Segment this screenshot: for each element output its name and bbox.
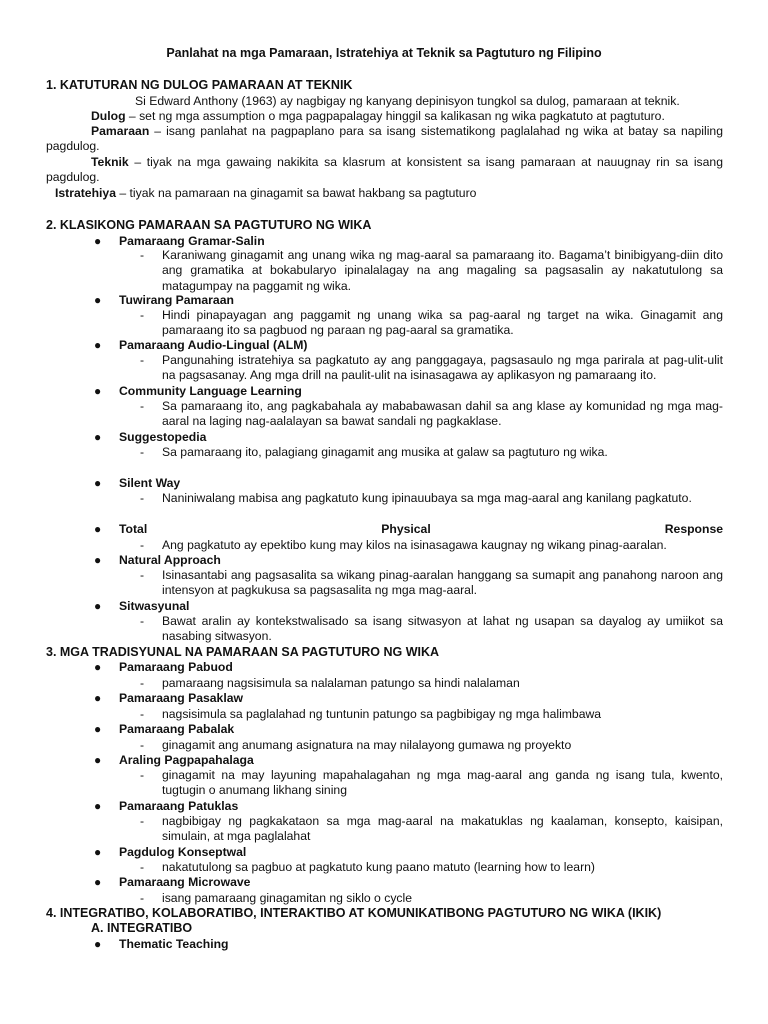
bullet-icon: ●	[94, 691, 102, 705]
item-label: Silent Way	[119, 476, 181, 490]
definition-term: Dulog	[91, 109, 126, 123]
definition-teknik	[46, 155, 723, 186]
dash-icon: -	[140, 814, 145, 828]
item-label: Tuwirang Pamaraan	[119, 293, 234, 307]
bullet-icon: ●	[94, 799, 102, 813]
item-label: Pagdulog Konseptwal	[119, 845, 247, 859]
bullet-icon: ●	[94, 522, 102, 536]
item-label: Suggestopedia	[119, 430, 207, 444]
definition-istratehiya	[55, 186, 476, 201]
description-text: nakatutulong sa pagbuo at pagkatuto kung paano matuto (learning how to learn)	[162, 860, 595, 874]
dash-icon: -	[140, 860, 145, 874]
description-text: nagbibigay ng pagkakataon sa mga mag-aaral na makatuklas ng kaalaman, konsepto, kaisipan, simulain, at mga paglalahat	[162, 814, 723, 844]
item-label	[119, 522, 723, 537]
bullet-icon: ●	[94, 599, 102, 613]
bullet-icon: ●	[94, 430, 102, 444]
dash-icon: -	[140, 399, 145, 413]
bullet-icon: ●	[94, 476, 102, 490]
description-text: Pangunahing istratehiya sa pagkatuto ay ang panggagaya, pagsasaulo ng mga parirala at pag-ulit-ulit na pagsasanay. Ang mga drill na paulit-ulit na isinasagawa ay aplikasyon ng pamaraang ito.	[162, 353, 723, 383]
item-label-part: Total	[119, 522, 148, 536]
dash-icon: -	[140, 707, 145, 721]
dash-icon: -	[140, 676, 145, 690]
dash-icon: -	[140, 353, 145, 367]
dash-icon: -	[140, 768, 145, 782]
description-text: Bawat aralin ay kontekstwalisado sa isang sitwasyon at lahat ng usapan sa dayalog ay umiikot sa nasabing sitwasyon.	[162, 614, 723, 644]
definition-dulog	[91, 109, 665, 124]
dash-icon: -	[140, 891, 145, 905]
section-4-heading: 4. INTEGRATIBO, KOLABORATIBO, INTERAKTIBO AT KOMUNIKATIBONG PAGTUTURO NG WIKA (IKIK)	[46, 906, 662, 920]
description-text: Sa pamaraang ito, palagiang ginagamit ang musika at galaw sa pagtuturo ng wika.	[162, 445, 608, 459]
description-text: Ang pagkatuto ay epektibo kung may kilos na isinasagawa kaugnay ng wikang pinag-aaralan.	[162, 538, 667, 552]
description-text: nagsisimula sa paglalahad ng tuntunin patungo sa pagbibigay ng mga halimbawa	[162, 707, 602, 721]
description-text: Naniniwalang mabisa ang pagkatuto kung ipinauubaya sa mga mag-aaral ang kanilang pagkatuto.	[162, 491, 692, 505]
section-3-heading: 3. MGA TRADISYUNAL NA PAMARAAN SA PAGTUTURO NG WIKA	[46, 645, 440, 659]
dash-icon: -	[140, 248, 145, 262]
item-label-part: Physical	[381, 522, 431, 536]
description-text: Hindi pinapayagan ang paggamit ng unang wika sa pag-aaral ng target na wika. Ginagamit ang pamaraang ito sa pagbuod ng paraan ng pag-aaral sa gramatika.	[162, 308, 723, 338]
definition-term: Istratehiya	[55, 186, 116, 200]
bullet-icon: ●	[94, 845, 102, 859]
description-text: isang pamaraang ginagamitan ng siklo o cycle	[162, 891, 412, 905]
section-1-heading: 1. KATUTURAN NG DULOG PAMARAAN AT TEKNIK	[46, 78, 353, 92]
item-label: Araling Pagpapahalaga	[119, 753, 254, 767]
item-label: Pamaraang Patuklas	[119, 799, 239, 813]
item-label: Pamaraang Pasaklaw	[119, 691, 243, 705]
bullet-icon: ●	[94, 753, 102, 767]
description-text: ginagamit na may layuning mapahalagahan ng mga mag-aaral ang ganda ng isang tula, kwento, tugtugin o anumang likhang sining	[162, 768, 723, 798]
description-text: Sa pamaraang ito, ang pagkabahala ay mababawasan dahil sa ang klase ay komunidad ng mga mag-aaral na laging nag-aalalayan sa bawat sandali ng pagkaklase.	[162, 399, 723, 429]
bullet-icon: ●	[94, 384, 102, 398]
item-label: Sitwasyunal	[119, 599, 190, 613]
bullet-icon: ●	[94, 338, 102, 352]
dash-icon: -	[140, 738, 145, 752]
definition-text: – tiyak na pamaraan na ginagamit sa bawat hakbang sa pagtuturo	[115, 186, 477, 200]
dash-icon: -	[140, 308, 145, 322]
item-label: Pamaraang Pabalak	[119, 722, 235, 736]
item-label: Pamaraang Microwave	[119, 875, 251, 889]
item-label: Natural Approach	[119, 553, 221, 567]
bullet-icon: ●	[94, 875, 102, 889]
item-label: Pamaraang Gramar-Salin	[119, 234, 265, 248]
item-label: Community Language Learning	[119, 384, 302, 398]
bullet-icon: ●	[94, 553, 102, 567]
definition-text: – isang panlahat na pagpaplano para sa isang sistematikong paglalahad ng wika at batay sa napiling pagdulog.	[46, 124, 723, 154]
dash-icon: -	[140, 491, 145, 505]
description-text: ginagamit ang anumang asignatura na may nilalayong gumawa ng proyekto	[162, 738, 572, 752]
dash-icon: -	[140, 568, 145, 582]
section-2-heading: 2. KLASIKONG PAMARAAN SA PAGTUTURO NG WIKA	[46, 218, 372, 232]
document-title: Panlahat na mga Pamaraan, Istratehiya at Teknik sa Pagtuturo ng Filipino	[166, 46, 602, 60]
bullet-icon: ●	[94, 937, 102, 951]
section-1-intro: Si Edward Anthony (1963) ay nagbigay ng kanyang depinisyon tungkol sa dulog, pamaraan at teknik.	[135, 94, 680, 108]
definition-term: Teknik	[91, 155, 129, 169]
description-text: Isinasantabi ang pagsasalita sa wikang pinag-aaralan hanggang sa sumapit ang panahong naroon ang intensyon at pagkukusa sa pagsasalita ng mga mag-aaral.	[162, 568, 723, 598]
definition-text: – tiyak na mga gawaing nakikita sa klasrum at konsistent sa isang pamaraan at nauugnay rin sa isang pagdulog.	[46, 155, 723, 185]
description-text: pamaraang nagsisimula sa nalalaman patungo sa hindi nalalaman	[162, 676, 520, 690]
list-item	[94, 522, 734, 537]
bullet-icon: ●	[94, 234, 102, 248]
item-label: Thematic Teaching	[119, 937, 229, 951]
dash-icon: -	[140, 538, 145, 552]
bullet-icon: ●	[94, 722, 102, 736]
item-label: Pamaraang Pabuod	[119, 660, 233, 674]
dash-icon: -	[140, 445, 145, 459]
dash-icon: -	[140, 614, 145, 628]
description-text: Karaniwang ginagamit ang unang wika ng mag-aaral sa pamaraang ito. Bagama’t binibigyang-diin dito ang gramatika at bokabularyo ipinalalagay na ang magaling sa pagsasalin ay nakatutulong sa matagumpay na paggamit ng wika.	[162, 248, 723, 293]
definition-term: Pamaraan	[91, 124, 150, 138]
definition-pamaraan	[46, 124, 723, 155]
item-label-part: Response	[664, 522, 723, 536]
section-4-subheading: A. INTEGRATIBO	[91, 921, 193, 935]
item-label: Pamaraang Audio-Lingual (ALM)	[119, 338, 308, 352]
definition-text: – set ng mga assumption o mga pagpapalagay hinggil sa kalikasan ng wika pagkatuto at pagtuturo.	[125, 109, 665, 123]
bullet-icon: ●	[94, 660, 102, 674]
bullet-icon: ●	[94, 293, 102, 307]
